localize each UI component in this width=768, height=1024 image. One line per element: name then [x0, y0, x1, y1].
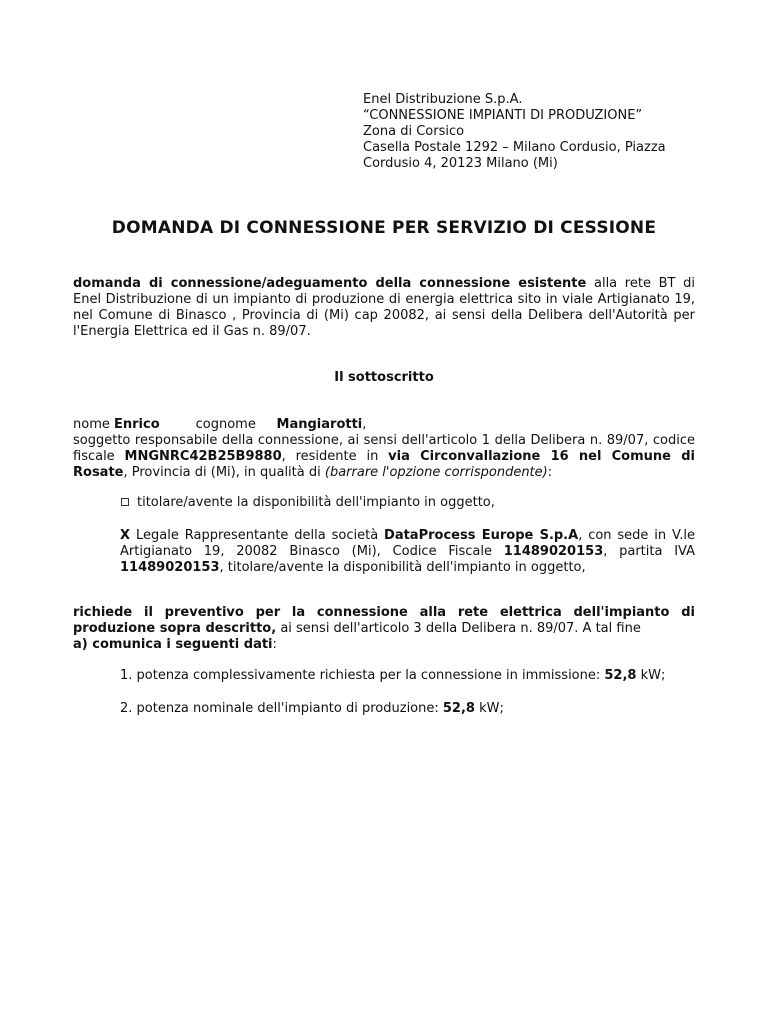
- person-instruction: (barrare l'opzione corrispondente): [324, 465, 548, 480]
- request-bold-text: richiede il preventivo per la connessione alla rete elettrica dell'impianto di produzione sopra descritto,: [73, 605, 695, 636]
- request-paragraph: [73, 605, 695, 653]
- company-codice-fiscale: 11489020153: [503, 544, 604, 559]
- list-item-2-unit: kW;: [474, 701, 504, 716]
- selected-x-mark[interactable]: X: [120, 528, 131, 543]
- person-residence: via Circonvallazione 16 nel Comune di Rosate: [73, 449, 695, 480]
- list-item-1-value: 52,8: [604, 668, 637, 683]
- list-item: [120, 668, 695, 684]
- person-text-1: soggetto responsabile della connessione, ai sensi dell'articolo 1 della Delibera n. 89/07, codice fiscale: [73, 433, 695, 464]
- recipient-company: Enel Distribuzione S.p.A.: [363, 92, 523, 107]
- option-rep-text-2: , con sede in V.le Artigianato 19, 20082 Binasco (Mi), Codice Fiscale: [120, 528, 695, 559]
- company-name: DataProcess Europe S.p.A: [384, 528, 579, 543]
- option-rep-text-3: , partita IVA: [603, 544, 695, 559]
- checkbox-square-icon[interactable]: [121, 498, 129, 506]
- subheading-colon: :: [272, 637, 277, 652]
- comma: ,: [362, 417, 367, 432]
- request-subheading: a) comunica i seguenti dati: [73, 637, 273, 652]
- person-paragraph: [73, 417, 695, 481]
- cognome-label: cognome: [195, 417, 256, 432]
- request-text: ai sensi dell'articolo 3 della Delibera n. 89/07. A tal fine: [276, 621, 641, 636]
- intro-text: alla rete BT di Enel Distribuzione di un impianto di produzione di energia elettrica sito in viale Artigianato 19, nel Comune di Binasco , Provincia di (Mi) cap 20082, ai sensi della Delibera dell'Autorità per l'Energia Elettrica ed il Gas n. 89/07.: [73, 276, 695, 339]
- list-item-1-unit: kW;: [636, 668, 666, 683]
- company-partita-iva: 11489020153: [120, 560, 220, 575]
- intro-paragraph: [73, 276, 695, 340]
- option-rep-text-4: , titolare/avente la disponibilità dell'impianto in oggetto,: [219, 560, 586, 575]
- list-item: [120, 701, 695, 717]
- person-text-4: :: [547, 465, 553, 480]
- list-item-2-text: 2. potenza nominale dell'impianto di produzione:: [120, 701, 443, 716]
- option-rep-text-1: Legale Rappresentante della società: [136, 528, 385, 543]
- recipient-department: “CONNESSIONE IMPIANTI DI PRODUZIONE”: [363, 108, 643, 123]
- list-item-2-value: 52,8: [442, 701, 475, 716]
- person-text-3: , Provincia di (Mi), in qualità di: [123, 465, 325, 480]
- nome-value: Enrico: [114, 417, 160, 432]
- person-text-2: , residente in: [281, 449, 389, 464]
- cognome-value: Mangiarotti: [276, 417, 363, 432]
- recipient-postal-box: Casella Postale 1292 – Milano Cordusio, Piazza: [363, 140, 666, 155]
- option-holder: [120, 495, 695, 511]
- undersigned-heading: Il sottoscritto: [334, 370, 434, 385]
- option-holder-text: titolare/avente la disponibilità dell'impianto in oggetto,: [137, 495, 495, 510]
- list-item-1-text: 1. potenza complessivamente richiesta per la connessione in immissione:: [120, 668, 605, 683]
- recipient-zone: Zona di Corsico: [363, 124, 465, 139]
- option-legal-representative: [120, 528, 695, 576]
- intro-bold-text: domanda di connessione/adeguamento della connessione esistente: [73, 276, 587, 291]
- person-codice-fiscale: MNGNRC42B25B9880: [124, 449, 282, 464]
- document-title: DOMANDA DI CONNESSIONE PER SERVIZIO DI CESSIONE: [111, 218, 657, 238]
- recipient-city: Cordusio 4, 20123 Milano (Mi): [363, 156, 558, 171]
- recipient-address-block: [363, 92, 703, 172]
- nome-label: nome: [73, 417, 110, 432]
